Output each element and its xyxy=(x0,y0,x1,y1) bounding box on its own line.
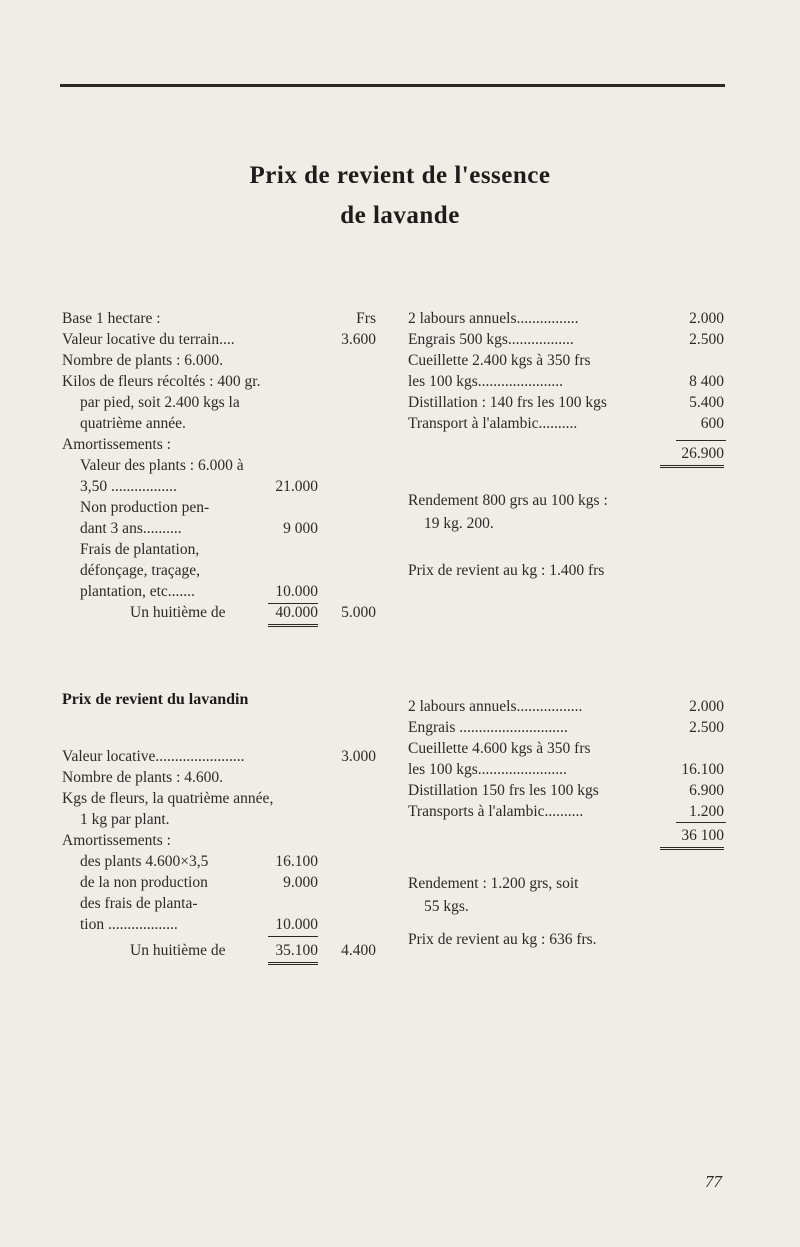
lavandin-huitieme-total: 35.100 xyxy=(268,940,318,965)
kilos-line-2: par pied, soit 2.400 kgs la xyxy=(80,394,240,411)
engrais-amount: 2.500 xyxy=(689,331,724,348)
lavandin-frais-2: tion .................. xyxy=(80,916,178,933)
lavandin-cueillette-2: les 100 kgs....................... xyxy=(408,761,567,778)
valeur-locative: Valeur locative du terrain.... xyxy=(62,331,235,348)
prix-revient-lavandin: Prix de revient au kg : 636 frs. xyxy=(408,931,597,948)
lavandin-engrais-amount: 2.500 xyxy=(689,719,724,736)
lavandin-huitieme-amount: 4.400 xyxy=(341,942,376,959)
lavandin-distillation-amount: 6.900 xyxy=(689,782,724,799)
huitieme-total: 40.000 xyxy=(268,602,318,627)
lavandin-cueillette: Cueillette 4.600 kgs à 350 frs xyxy=(408,740,591,757)
lavandin-transports-amount: 1.200 xyxy=(689,803,724,820)
non-production-2: dant 3 ans.......... xyxy=(80,520,182,537)
base-label: Base 1 hectare : xyxy=(62,310,161,327)
lavandin-kgs-2: 1 kg par plant. xyxy=(80,811,170,828)
labours-amount: 2.000 xyxy=(689,310,724,327)
frais-plantation-3: plantation, etc....... xyxy=(80,583,195,600)
lavandin-rendement-1: Rendement : 1.200 grs, soit xyxy=(408,875,579,892)
cueillette-line: Cueillette 2.400 kgs à 350 frs xyxy=(408,352,591,369)
page-title-line2: de lavande xyxy=(340,202,460,229)
cueillette-line-2: les 100 kgs...................... xyxy=(408,373,563,390)
lavandin-total: 36 100 xyxy=(660,825,724,850)
distillation-amount: 5.400 xyxy=(689,394,724,411)
cueillette-amount: 8 400 xyxy=(689,373,724,390)
frs-header: Frs xyxy=(356,310,376,327)
rendement-line-1: Rendement 800 grs au 100 kgs : xyxy=(408,492,608,509)
nombre-plants: Nombre de plants : 6.000. xyxy=(62,352,224,369)
total-rule xyxy=(676,440,726,441)
valeur-plants-1: Valeur des plants : 6.000 à xyxy=(80,457,244,474)
lavandin-valeur-locative: Valeur locative....................... xyxy=(62,748,245,765)
lavandin-distillation: Distillation 150 frs les 100 kgs xyxy=(408,782,599,799)
lavandin-cueillette-amount: 16.100 xyxy=(681,761,724,778)
lavandin-labours-amount: 2.000 xyxy=(689,698,724,715)
lavandin-des-plants-amount: 16.100 xyxy=(275,853,318,870)
huitieme-label: Un huitième de xyxy=(130,604,226,621)
transport-line: Transport à l'alambic.......... xyxy=(408,415,578,432)
distillation-line: Distillation : 140 frs les 100 kgs xyxy=(408,394,607,411)
valeur-plants-amount: 21.000 xyxy=(275,478,318,495)
page-title: Prix de revient de l'essence xyxy=(249,162,551,189)
lavandin-labours: 2 labours annuels................. xyxy=(408,698,583,715)
frais-plantation-2: défonçage, traçage, xyxy=(80,562,201,579)
valeur-locative-amount: 3.600 xyxy=(341,331,376,348)
lavandin-non-production-amount: 9.000 xyxy=(283,874,318,891)
lavandin-des-plants: des plants 4.600×3,5 xyxy=(80,853,209,870)
frais-plantation-1: Frais de plantation, xyxy=(80,541,200,558)
rendement-line-2: 19 kg. 200. xyxy=(424,515,494,532)
valeur-plants-2: 3,50 ................. xyxy=(80,478,177,495)
lavandin-frais-amount: 10.000 xyxy=(268,914,318,937)
kilos-line-3: quatrième année. xyxy=(80,415,186,432)
non-production-1: Non production pen- xyxy=(80,499,210,516)
lavandin-frais-1: des frais de planta- xyxy=(80,895,198,912)
page-number: 77 xyxy=(705,1172,722,1191)
lavandin-subtitle: Prix de revient du lavandin xyxy=(62,691,249,708)
amortissements-label: Amortissements : xyxy=(62,436,171,453)
lavandin-engrais: Engrais ............................ xyxy=(408,719,568,736)
lavandin-valeur-amount: 3.000 xyxy=(341,748,376,765)
non-production-amount: 9 000 xyxy=(283,520,318,537)
engrais-line: Engrais 500 kgs................. xyxy=(408,331,574,348)
lavandin-rendement-2: 55 kgs. xyxy=(424,898,469,915)
lavandin-huitieme-label: Un huitième de xyxy=(130,942,226,959)
frais-plantation-amount: 10.000 xyxy=(268,581,318,604)
huitieme-amount: 5.000 xyxy=(341,604,376,621)
kilos-line-1: Kilos de fleurs récoltés : 400 gr. xyxy=(62,373,261,390)
labours-line: 2 labours annuels................ xyxy=(408,310,579,327)
lavandin-non-production: de la non production xyxy=(80,874,208,891)
transport-amount: 600 xyxy=(700,415,724,432)
lavandin-total-rule xyxy=(676,822,726,823)
lavandin-kgs-1: Kgs de fleurs, la quatrième année, xyxy=(62,790,274,807)
lavandin-amortissements: Amortissements : xyxy=(62,832,171,849)
lavandin-transports: Transports à l'alambic.......... xyxy=(408,803,584,820)
lavandin-nombre-plants: Nombre de plants : 4.600. xyxy=(62,769,224,786)
top-rule xyxy=(60,84,725,87)
lavande-total: 26.900 xyxy=(660,443,724,468)
prix-revient-lavande: Prix de revient au kg : 1.400 frs xyxy=(408,562,605,579)
